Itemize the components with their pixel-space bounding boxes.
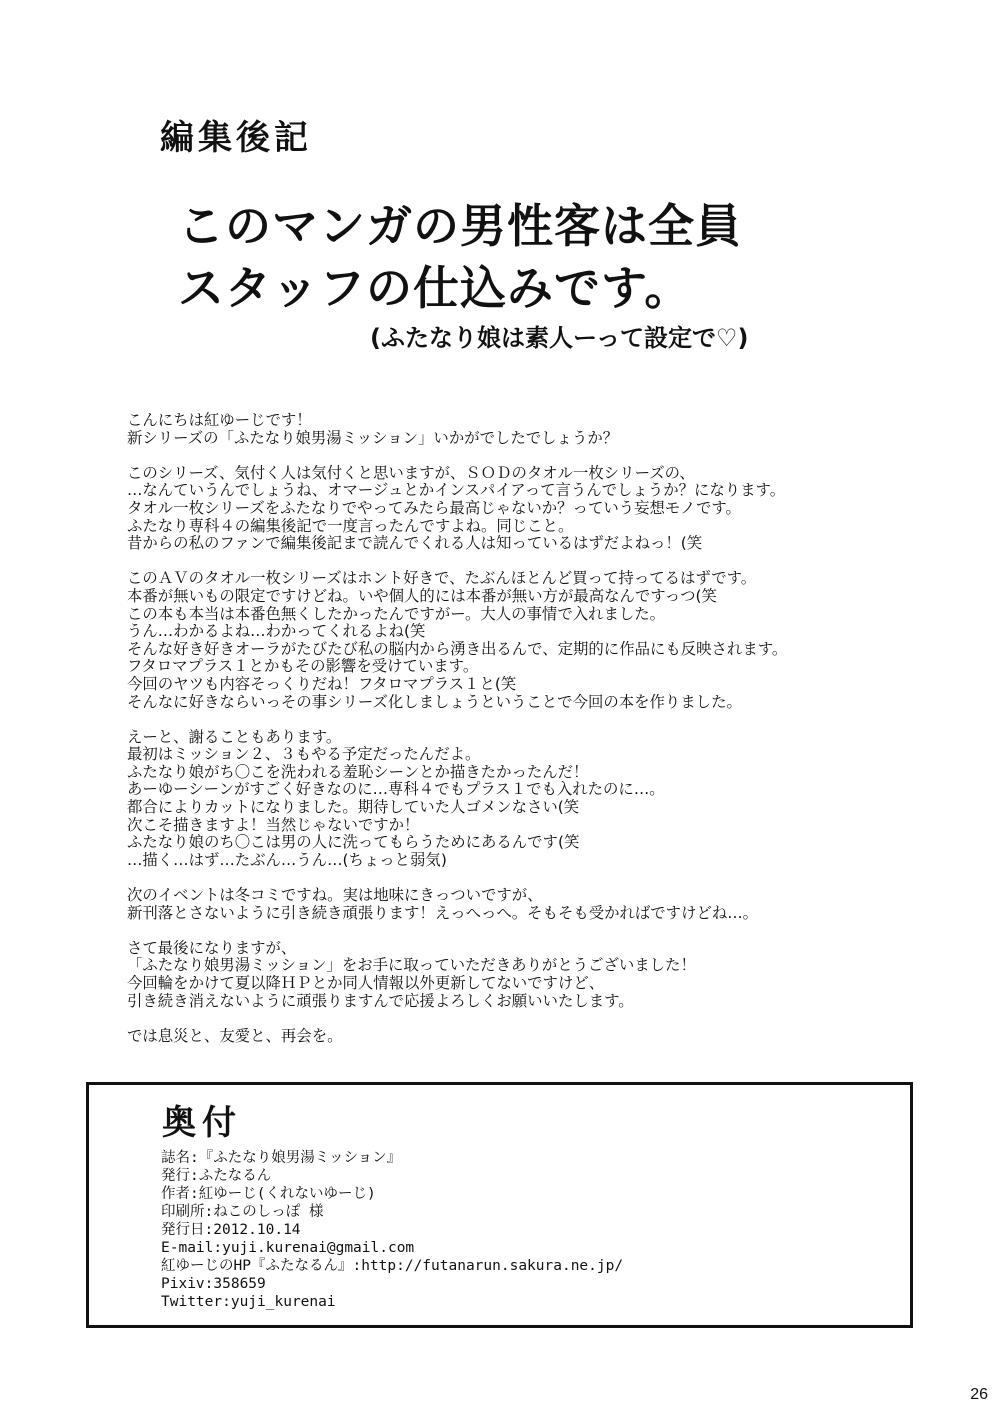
handwritten-headline [178, 195, 798, 355]
text-line: …描く…はず…たぶん…うん…(ちょっと弱気) [127, 850, 447, 869]
paragraph [127, 1028, 927, 1046]
colophon-publisher-line: 発行:ふたなるん [161, 1168, 272, 1184]
page-number: 26 [970, 1386, 988, 1403]
text-line: 本番が無いもの限定ですけどね。いや個人的には本番が無い方が最高なんですっつ(笑 [127, 586, 717, 605]
headline-line-2: スタッフの仕込みです。 [178, 261, 692, 315]
paragraph [127, 887, 927, 922]
text-line: 新シリーズの「ふたなり娘男湯ミッション」いかがでしたでしょうか？ [127, 428, 619, 447]
colophon-title-line: 誌名:『ふたなり娘男湯ミッション』 [161, 1150, 402, 1166]
colophon-box [86, 1082, 913, 1328]
text-line: タオル一枚シリーズをふたなりでやってみたら最高じゃないか？っていう妄想モノです。 [127, 498, 741, 517]
text-line: このシリーズ、気付く人は気付くと思いますが、ＳＯＤのタオル一枚シリーズの、 [127, 463, 695, 482]
paragraph [127, 570, 927, 711]
text-line: 最初はミッション２、３もやる予定だったんだよ。 [127, 745, 481, 764]
text-line: 今回輪をかけて夏以降ＨＰとか同人情報以外更新してないですけど、 [127, 974, 605, 992]
colophon-date-line: 発行日:2012.10.14 [161, 1222, 301, 1238]
text-line: 昔からの私のファンで編集後記まで読んでくれる人は知っているはずだよねっ！(笑 [127, 534, 703, 553]
text-line: ふたなり娘がち〇こを洗われる羞恥シーンとか描きたかったんだ！ [127, 762, 589, 781]
text-line: では息災と、友愛と、再会を。 [127, 1026, 343, 1045]
text-line: えーと、謝ることもあります。 [127, 727, 342, 746]
text-line: さて最後になりますが、 [127, 938, 297, 957]
colophon-title: 奥付 [162, 1103, 242, 1143]
text-line: フタロマプラス１とかもその影響を受けています。 [127, 657, 479, 676]
text-line: そんなに好きならいっその事シリーズ化しましょうということで今回の本を作りました。 [127, 692, 742, 711]
text-line: ふたなり娘のち〇こは男の人に洗ってもらうためにあるんです(笑 [127, 833, 580, 852]
text-line: …なんていうんでしょうね、オマージュとかインスパイアって言うんでしょうか？になります。 [127, 481, 786, 500]
colophon-printer-line: 印刷所:ねこのしっぽ 様 [161, 1204, 324, 1220]
text-line: この本も本当は本番色無くしたかったんですがー。大人の事情で入れました。 [127, 604, 666, 623]
text-line: こんにちは紅ゆーじです！ [127, 411, 312, 429]
text-line: 「ふたなり娘男湯ミッション」をお手に取っていただきありがとうございました！ [127, 956, 696, 975]
paragraph [127, 940, 927, 1010]
colophon-author-line: 作者:紅ゆーじ(くれないゆーじ) [161, 1186, 376, 1202]
colophon-list [161, 1149, 623, 1311]
paragraph [127, 729, 927, 870]
afterword-body [127, 412, 927, 1063]
headline-line-1: このマンガの男性客は全員 [178, 199, 742, 253]
colophon-pixiv-line: Pixiv:358659 [161, 1276, 266, 1292]
text-line: ふたなり専科４の編集後記で一度言ったんですよね。同じこと。 [127, 516, 574, 535]
text-line: あーゆーシーンがすごく好きなのに…専科４でもプラス１でも入れたのに…。 [127, 780, 665, 799]
text-line: 次のイベントは冬コミですね。実は地味にきっついですが、 [127, 886, 543, 905]
colophon-twitter-line: Twitter:yuji_kurenai [161, 1294, 336, 1310]
text-line: このＡＶのタオル一枚シリーズはホント好きで、たぶんほとんど買って持ってるはずです。 [127, 569, 757, 588]
paragraph [127, 412, 927, 447]
section-title: 編集後記 [160, 118, 312, 158]
headline-line-3: (ふたなり娘は素人ーって設定で♡) [370, 324, 749, 352]
text-line: 次こそ描きますよ！当然じゃないですか！ [127, 815, 420, 834]
text-line: そんな好き好きオーラがたびたび私の脳内から湧き出るんで、定期的に作品にも反映されます。 [127, 639, 788, 658]
text-line: 引き続き消えないように頑張りますんで応援よろしくお願いいたします。 [127, 991, 634, 1010]
text-line: うん…わかるよね…わかってくれるよね(笑 [127, 622, 426, 641]
paragraph [127, 465, 927, 553]
text-line: 新刊落とさないように引き続き頑張ります！えっへっへ。そもそも受かればですけどね…。 [127, 903, 759, 922]
colophon-email-line: E-mail:yuji.kurenai@gmail.com [161, 1240, 415, 1256]
text-line: 今回のヤツも内容そっくりだね！フタロマプラス１と(笑 [127, 674, 517, 693]
text-line: 都合によりカットになりました。期待していた人ゴメンなさい(笑 [127, 798, 580, 817]
colophon-homepage-line: 紅ゆーじのHP『ふたなるん』:http://futanarun.sakura.ne.jp/ [161, 1258, 624, 1274]
